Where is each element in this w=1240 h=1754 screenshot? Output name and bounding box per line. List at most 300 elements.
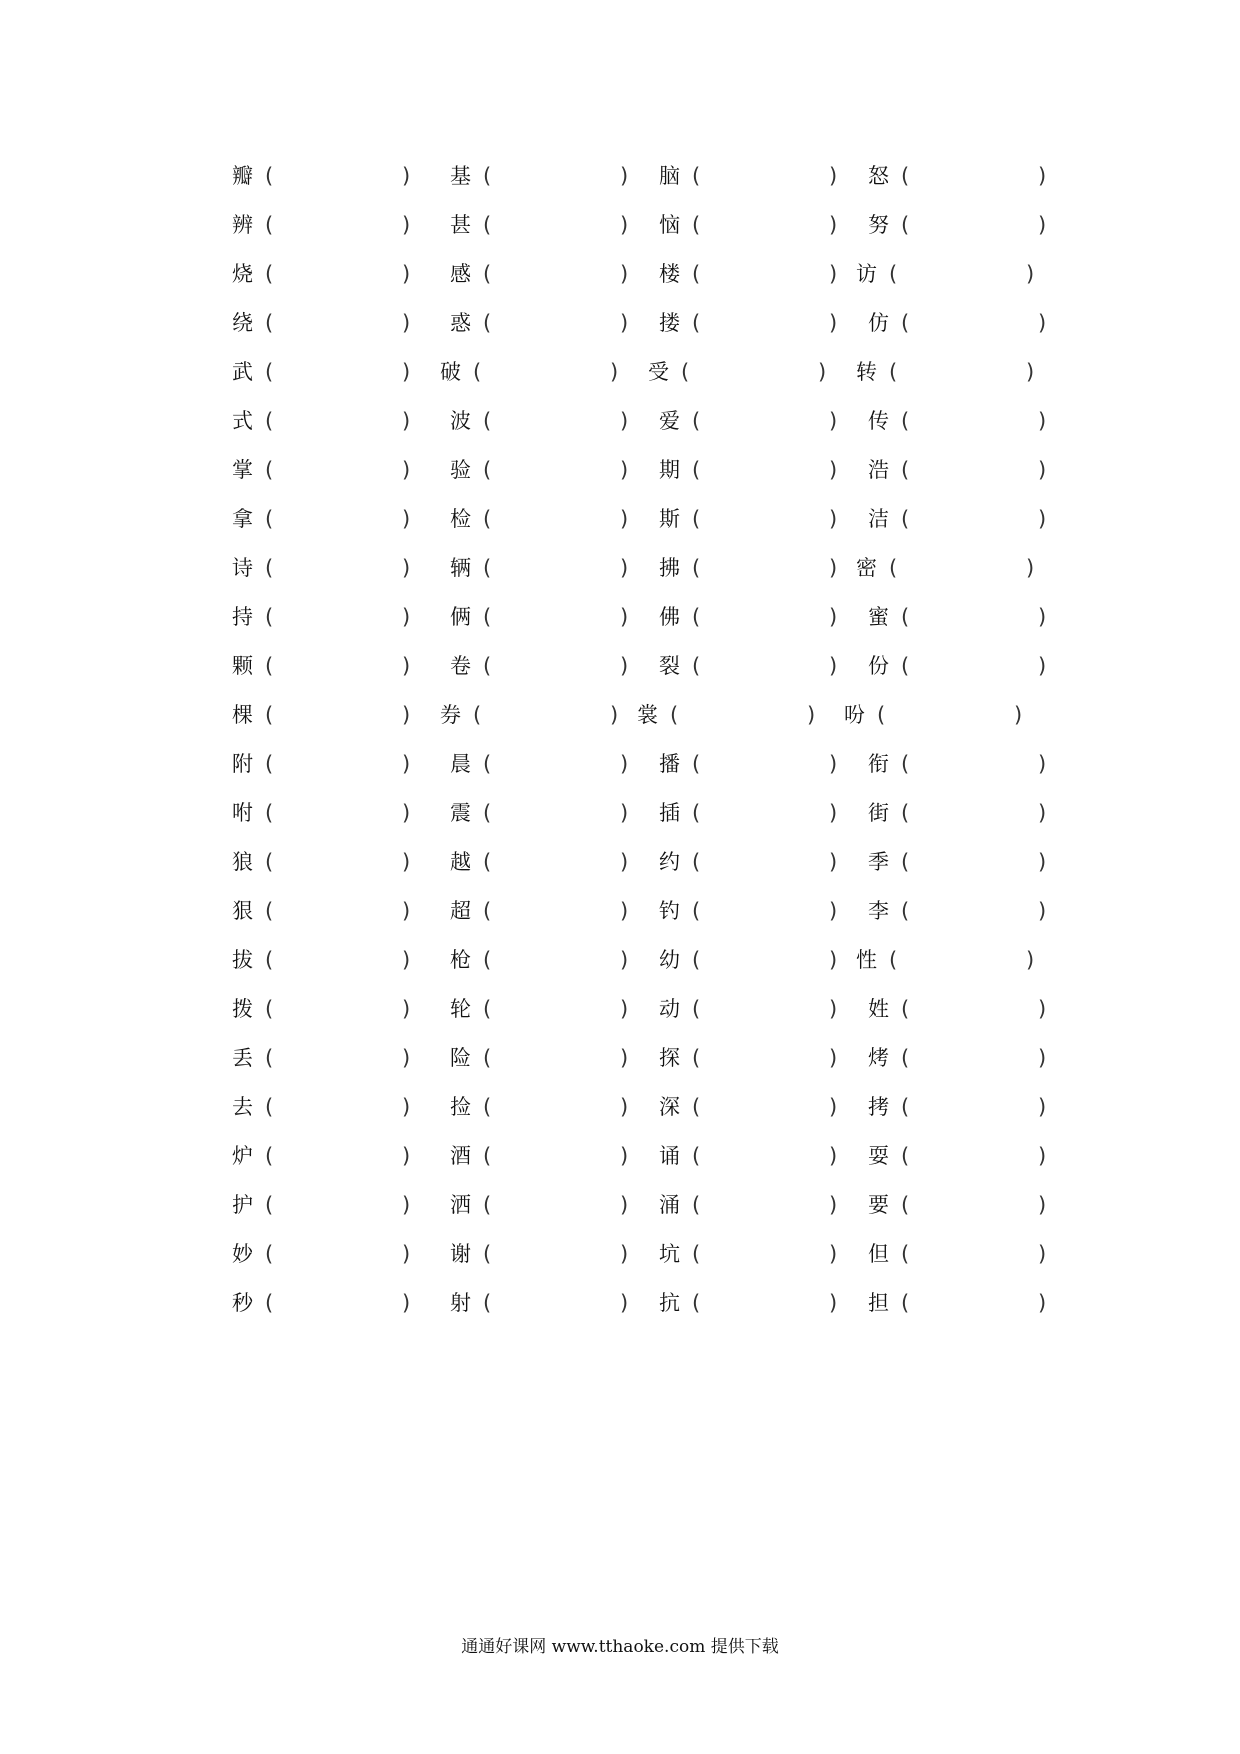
answer-blank-open-paren: ( bbox=[901, 801, 910, 825]
answer-blank-open-paren: ( bbox=[265, 507, 274, 531]
target-character: 浩 bbox=[868, 458, 889, 482]
answer-blank-close-paren: ) bbox=[829, 164, 838, 188]
answer-blank-close-paren: ) bbox=[620, 1144, 629, 1168]
answer-blank-open-paren: ( bbox=[483, 311, 492, 335]
exercise-item bbox=[868, 499, 1068, 539]
answer-blank-close-paren: ) bbox=[620, 213, 629, 237]
target-character: 但 bbox=[868, 1242, 889, 1266]
answer-blank-open-paren: ( bbox=[692, 899, 701, 923]
target-character: 播 bbox=[659, 752, 680, 776]
answer-blank-open-paren: ( bbox=[692, 801, 701, 825]
exercise-item bbox=[232, 744, 432, 784]
answer-blank-close-paren: ) bbox=[402, 703, 411, 727]
answer-blank-open-paren: ( bbox=[483, 948, 492, 972]
exercise-item bbox=[450, 989, 650, 1029]
exercise-item bbox=[450, 891, 650, 931]
target-character: 掌 bbox=[232, 458, 253, 482]
target-character: 诗 bbox=[232, 556, 253, 580]
exercise-item bbox=[232, 1087, 432, 1127]
target-character: 密 bbox=[856, 556, 877, 580]
answer-blank-open-paren: ( bbox=[473, 360, 482, 384]
target-character: 诵 bbox=[659, 1144, 680, 1168]
answer-blank-close-paren: ) bbox=[402, 899, 411, 923]
answer-blank-close-paren: ) bbox=[620, 458, 629, 482]
answer-blank-close-paren: ) bbox=[402, 605, 411, 629]
answer-blank-open-paren: ( bbox=[473, 703, 482, 727]
answer-blank-close-paren: ) bbox=[829, 605, 838, 629]
target-character: 抗 bbox=[659, 1291, 680, 1315]
answer-blank-open-paren: ( bbox=[483, 556, 492, 580]
target-character: 楼 bbox=[659, 262, 680, 286]
exercise-item bbox=[232, 352, 432, 392]
target-character: 卷 bbox=[450, 654, 471, 678]
exercise-item bbox=[440, 352, 640, 392]
answer-blank-open-paren: ( bbox=[692, 654, 701, 678]
answer-blank-open-paren: ( bbox=[901, 458, 910, 482]
target-character: 转 bbox=[856, 360, 877, 384]
answer-blank-open-paren: ( bbox=[681, 360, 690, 384]
answer-blank-open-paren: ( bbox=[265, 997, 274, 1021]
exercise-row bbox=[232, 450, 1052, 499]
exercise-item bbox=[232, 1136, 432, 1176]
answer-blank-close-paren: ) bbox=[620, 997, 629, 1021]
exercise-item bbox=[648, 352, 848, 392]
answer-blank-close-paren: ) bbox=[829, 409, 838, 433]
target-character: 俩 bbox=[450, 605, 471, 629]
target-character: 拂 bbox=[659, 556, 680, 580]
answer-blank-open-paren: ( bbox=[483, 164, 492, 188]
answer-blank-close-paren: ) bbox=[1038, 605, 1047, 629]
answer-blank-close-paren: ) bbox=[829, 948, 838, 972]
answer-blank-open-paren: ( bbox=[483, 752, 492, 776]
exercise-item bbox=[868, 793, 1068, 833]
answer-blank-close-paren: ) bbox=[402, 948, 411, 972]
answer-blank-open-paren: ( bbox=[483, 997, 492, 1021]
target-character: 季 bbox=[868, 850, 889, 874]
answer-blank-close-paren: ) bbox=[829, 262, 838, 286]
exercise-item bbox=[232, 1038, 432, 1078]
exercise-item bbox=[868, 1234, 1068, 1274]
answer-blank-close-paren: ) bbox=[1038, 752, 1047, 776]
answer-blank-open-paren: ( bbox=[265, 1144, 274, 1168]
exercise-item bbox=[844, 695, 1044, 735]
exercise-item bbox=[659, 842, 859, 882]
answer-blank-open-paren: ( bbox=[901, 899, 910, 923]
target-character: 约 bbox=[659, 850, 680, 874]
target-character: 捡 bbox=[450, 1095, 471, 1119]
answer-blank-open-paren: ( bbox=[265, 948, 274, 972]
target-character: 烧 bbox=[232, 262, 253, 286]
exercise-item bbox=[232, 646, 432, 686]
answer-blank-open-paren: ( bbox=[483, 262, 492, 286]
answer-blank-open-paren: ( bbox=[692, 948, 701, 972]
exercise-item bbox=[450, 156, 650, 196]
target-character: 棵 bbox=[232, 703, 253, 727]
exercise-row bbox=[232, 1038, 1052, 1087]
answer-blank-open-paren: ( bbox=[901, 1095, 910, 1119]
answer-blank-open-paren: ( bbox=[265, 458, 274, 482]
exercise-item bbox=[232, 1185, 432, 1225]
answer-blank-open-paren: ( bbox=[483, 213, 492, 237]
answer-blank-close-paren: ) bbox=[402, 850, 411, 874]
answer-blank-close-paren: ) bbox=[1038, 507, 1047, 531]
target-character: 涌 bbox=[659, 1193, 680, 1217]
target-character: 担 bbox=[868, 1291, 889, 1315]
exercise-item bbox=[659, 1234, 859, 1274]
answer-blank-open-paren: ( bbox=[901, 409, 910, 433]
answer-blank-close-paren: ) bbox=[1014, 703, 1023, 727]
exercise-row bbox=[232, 940, 1052, 989]
answer-blank-open-paren: ( bbox=[692, 311, 701, 335]
answer-blank-close-paren: ) bbox=[402, 213, 411, 237]
exercise-item bbox=[659, 499, 859, 539]
answer-blank-close-paren: ) bbox=[829, 752, 838, 776]
answer-blank-open-paren: ( bbox=[901, 1291, 910, 1315]
target-character: 洁 bbox=[868, 507, 889, 531]
target-character: 辨 bbox=[232, 213, 253, 237]
answer-blank-open-paren: ( bbox=[692, 1046, 701, 1070]
exercise-item bbox=[232, 401, 432, 441]
target-character: 拷 bbox=[868, 1095, 889, 1119]
answer-blank-close-paren: ) bbox=[1038, 164, 1047, 188]
target-character: 式 bbox=[232, 409, 253, 433]
answer-blank-open-paren: ( bbox=[483, 1242, 492, 1266]
target-character: 护 bbox=[232, 1193, 253, 1217]
target-character: 狠 bbox=[232, 899, 253, 923]
exercise-item bbox=[868, 891, 1068, 931]
answer-blank-close-paren: ) bbox=[402, 458, 411, 482]
exercise-item bbox=[659, 597, 859, 637]
target-character: 传 bbox=[868, 409, 889, 433]
answer-blank-open-paren: ( bbox=[265, 850, 274, 874]
answer-blank-open-paren: ( bbox=[692, 507, 701, 531]
answer-blank-close-paren: ) bbox=[807, 703, 816, 727]
answer-blank-close-paren: ) bbox=[1038, 654, 1047, 678]
answer-blank-close-paren: ) bbox=[620, 556, 629, 580]
character-exercise-grid bbox=[232, 156, 1052, 1332]
exercise-item bbox=[659, 744, 859, 784]
exercise-row bbox=[232, 548, 1052, 597]
answer-blank-open-paren: ( bbox=[265, 409, 274, 433]
answer-blank-close-paren: ) bbox=[829, 213, 838, 237]
answer-blank-open-paren: ( bbox=[483, 458, 492, 482]
exercise-item bbox=[868, 842, 1068, 882]
target-character: 基 bbox=[450, 164, 471, 188]
answer-blank-open-paren: ( bbox=[483, 1291, 492, 1315]
answer-blank-close-paren: ) bbox=[829, 850, 838, 874]
exercise-row bbox=[232, 352, 1052, 401]
target-character: 拨 bbox=[232, 997, 253, 1021]
answer-blank-open-paren: ( bbox=[265, 213, 274, 237]
target-character: 险 bbox=[450, 1046, 471, 1070]
answer-blank-open-paren: ( bbox=[483, 1046, 492, 1070]
answer-blank-open-paren: ( bbox=[901, 1193, 910, 1217]
target-character: 怒 bbox=[868, 164, 889, 188]
exercise-item bbox=[450, 842, 650, 882]
answer-blank-close-paren: ) bbox=[1038, 850, 1047, 874]
answer-blank-close-paren: ) bbox=[829, 1144, 838, 1168]
answer-blank-open-paren: ( bbox=[483, 1095, 492, 1119]
answer-blank-close-paren: ) bbox=[402, 507, 411, 531]
answer-blank-open-paren: ( bbox=[901, 1242, 910, 1266]
answer-blank-close-paren: ) bbox=[829, 311, 838, 335]
exercise-item bbox=[440, 695, 640, 735]
exercise-item bbox=[868, 1185, 1068, 1225]
answer-blank-open-paren: ( bbox=[483, 899, 492, 923]
target-character: 脑 bbox=[659, 164, 680, 188]
exercise-item bbox=[450, 303, 650, 343]
answer-blank-close-paren: ) bbox=[1038, 801, 1047, 825]
target-character: 李 bbox=[868, 899, 889, 923]
answer-blank-close-paren: ) bbox=[1038, 458, 1047, 482]
target-character: 券 bbox=[440, 703, 461, 727]
answer-blank-close-paren: ) bbox=[620, 1046, 629, 1070]
exercise-item bbox=[232, 842, 432, 882]
target-character: 颗 bbox=[232, 654, 253, 678]
answer-blank-close-paren: ) bbox=[402, 164, 411, 188]
exercise-row bbox=[232, 254, 1052, 303]
exercise-item bbox=[450, 1283, 650, 1323]
answer-blank-close-paren: ) bbox=[402, 1193, 411, 1217]
answer-blank-close-paren: ) bbox=[620, 507, 629, 531]
footer-credit: 通通好课网 www.tthaoke.com 提供下载 bbox=[461, 1637, 779, 1657]
answer-blank-close-paren: ) bbox=[829, 1193, 838, 1217]
exercise-item bbox=[232, 1234, 432, 1274]
answer-blank-close-paren: ) bbox=[1038, 213, 1047, 237]
exercise-item bbox=[868, 303, 1068, 343]
answer-blank-open-paren: ( bbox=[901, 507, 910, 531]
exercise-item bbox=[659, 1283, 859, 1323]
target-character: 惑 bbox=[450, 311, 471, 335]
exercise-row bbox=[232, 646, 1052, 695]
answer-blank-close-paren: ) bbox=[829, 507, 838, 531]
answer-blank-close-paren: ) bbox=[1038, 1046, 1047, 1070]
exercise-row bbox=[232, 597, 1052, 646]
answer-blank-close-paren: ) bbox=[1038, 899, 1047, 923]
answer-blank-close-paren: ) bbox=[620, 948, 629, 972]
answer-blank-close-paren: ) bbox=[829, 556, 838, 580]
exercise-item bbox=[659, 646, 859, 686]
exercise-item bbox=[868, 450, 1068, 490]
answer-blank-open-paren: ( bbox=[901, 213, 910, 237]
target-character: 谢 bbox=[450, 1242, 471, 1266]
exercise-row bbox=[232, 1283, 1052, 1332]
answer-blank-open-paren: ( bbox=[901, 1144, 910, 1168]
exercise-row bbox=[232, 1234, 1052, 1283]
answer-blank-close-paren: ) bbox=[620, 1242, 629, 1266]
exercise-item bbox=[659, 989, 859, 1029]
target-character: 佛 bbox=[659, 605, 680, 629]
target-character: 验 bbox=[450, 458, 471, 482]
answer-blank-close-paren: ) bbox=[620, 1291, 629, 1315]
answer-blank-open-paren: ( bbox=[901, 164, 910, 188]
answer-blank-open-paren: ( bbox=[901, 997, 910, 1021]
exercise-item bbox=[868, 744, 1068, 784]
target-character: 炉 bbox=[232, 1144, 253, 1168]
target-character: 蜜 bbox=[868, 605, 889, 629]
answer-blank-open-paren: ( bbox=[483, 1144, 492, 1168]
exercise-row bbox=[232, 793, 1052, 842]
exercise-item bbox=[232, 891, 432, 931]
answer-blank-close-paren: ) bbox=[402, 1242, 411, 1266]
answer-blank-open-paren: ( bbox=[265, 605, 274, 629]
answer-blank-close-paren: ) bbox=[620, 605, 629, 629]
exercise-item bbox=[868, 1136, 1068, 1176]
answer-blank-open-paren: ( bbox=[692, 1193, 701, 1217]
exercise-item bbox=[450, 450, 650, 490]
exercise-item bbox=[856, 352, 1056, 392]
answer-blank-open-paren: ( bbox=[692, 164, 701, 188]
target-character: 越 bbox=[450, 850, 471, 874]
exercise-item bbox=[232, 205, 432, 245]
answer-blank-close-paren: ) bbox=[818, 360, 827, 384]
answer-blank-close-paren: ) bbox=[402, 1095, 411, 1119]
answer-blank-close-paren: ) bbox=[620, 311, 629, 335]
exercise-item bbox=[450, 940, 650, 980]
target-character: 恼 bbox=[659, 213, 680, 237]
answer-blank-open-paren: ( bbox=[877, 703, 886, 727]
exercise-item bbox=[450, 597, 650, 637]
answer-blank-close-paren: ) bbox=[1038, 1242, 1047, 1266]
target-character: 绕 bbox=[232, 311, 253, 335]
target-character: 吩 bbox=[844, 703, 865, 727]
target-character: 去 bbox=[232, 1095, 253, 1119]
target-character: 姓 bbox=[868, 997, 889, 1021]
exercise-row bbox=[232, 156, 1052, 205]
answer-blank-close-paren: ) bbox=[402, 1144, 411, 1168]
answer-blank-open-paren: ( bbox=[265, 1242, 274, 1266]
target-character: 爱 bbox=[659, 409, 680, 433]
answer-blank-open-paren: ( bbox=[692, 409, 701, 433]
answer-blank-open-paren: ( bbox=[901, 850, 910, 874]
answer-blank-close-paren: ) bbox=[829, 801, 838, 825]
exercise-item bbox=[232, 156, 432, 196]
answer-blank-open-paren: ( bbox=[265, 801, 274, 825]
exercise-row bbox=[232, 842, 1052, 891]
answer-blank-close-paren: ) bbox=[1038, 1291, 1047, 1315]
target-character: 裂 bbox=[659, 654, 680, 678]
answer-blank-open-paren: ( bbox=[265, 164, 274, 188]
answer-blank-open-paren: ( bbox=[692, 1095, 701, 1119]
answer-blank-close-paren: ) bbox=[829, 1046, 838, 1070]
answer-blank-open-paren: ( bbox=[483, 654, 492, 678]
exercise-item bbox=[868, 156, 1068, 196]
answer-blank-close-paren: ) bbox=[829, 458, 838, 482]
answer-blank-close-paren: ) bbox=[1038, 1144, 1047, 1168]
exercise-item bbox=[659, 303, 859, 343]
answer-blank-close-paren: ) bbox=[402, 360, 411, 384]
answer-blank-open-paren: ( bbox=[692, 752, 701, 776]
answer-blank-close-paren: ) bbox=[402, 556, 411, 580]
answer-blank-open-paren: ( bbox=[265, 1046, 274, 1070]
target-character: 酒 bbox=[450, 1144, 471, 1168]
target-character: 感 bbox=[450, 262, 471, 286]
answer-blank-close-paren: ) bbox=[829, 997, 838, 1021]
answer-blank-close-paren: ) bbox=[402, 409, 411, 433]
target-character: 裳 bbox=[637, 703, 658, 727]
target-character: 拔 bbox=[232, 948, 253, 972]
exercise-item bbox=[659, 891, 859, 931]
answer-blank-open-paren: ( bbox=[692, 850, 701, 874]
answer-blank-open-paren: ( bbox=[265, 1291, 274, 1315]
answer-blank-close-paren: ) bbox=[829, 899, 838, 923]
target-character: 动 bbox=[659, 997, 680, 1021]
answer-blank-open-paren: ( bbox=[265, 752, 274, 776]
exercise-row bbox=[232, 695, 1052, 744]
answer-blank-close-paren: ) bbox=[1038, 997, 1047, 1021]
exercise-item bbox=[232, 548, 432, 588]
target-character: 瓣 bbox=[232, 164, 253, 188]
answer-blank-close-paren: ) bbox=[610, 703, 619, 727]
exercise-item bbox=[659, 793, 859, 833]
answer-blank-close-paren: ) bbox=[402, 311, 411, 335]
exercise-item bbox=[868, 646, 1068, 686]
answer-blank-open-paren: ( bbox=[483, 507, 492, 531]
target-character: 妙 bbox=[232, 1242, 253, 1266]
target-character: 洒 bbox=[450, 1193, 471, 1217]
target-character: 甚 bbox=[450, 213, 471, 237]
target-character: 耍 bbox=[868, 1144, 889, 1168]
answer-blank-close-paren: ) bbox=[402, 801, 411, 825]
target-character: 探 bbox=[659, 1046, 680, 1070]
answer-blank-open-paren: ( bbox=[889, 262, 898, 286]
answer-blank-close-paren: ) bbox=[1038, 1193, 1047, 1217]
target-character: 期 bbox=[659, 458, 680, 482]
answer-blank-close-paren: ) bbox=[402, 654, 411, 678]
exercise-item bbox=[856, 940, 1056, 980]
exercise-item bbox=[659, 1038, 859, 1078]
exercise-item bbox=[232, 597, 432, 637]
exercise-row bbox=[232, 303, 1052, 352]
exercise-item bbox=[232, 303, 432, 343]
answer-blank-open-paren: ( bbox=[483, 801, 492, 825]
exercise-item bbox=[868, 1038, 1068, 1078]
answer-blank-close-paren: ) bbox=[620, 899, 629, 923]
exercise-item bbox=[659, 1185, 859, 1225]
answer-blank-open-paren: ( bbox=[901, 311, 910, 335]
answer-blank-close-paren: ) bbox=[1026, 360, 1035, 384]
target-character: 斯 bbox=[659, 507, 680, 531]
answer-blank-open-paren: ( bbox=[889, 360, 898, 384]
exercise-item bbox=[450, 1185, 650, 1225]
exercise-item bbox=[868, 401, 1068, 441]
answer-blank-open-paren: ( bbox=[265, 899, 274, 923]
answer-blank-close-paren: ) bbox=[620, 262, 629, 286]
exercise-item bbox=[450, 401, 650, 441]
exercise-item bbox=[450, 744, 650, 784]
exercise-row bbox=[232, 499, 1052, 548]
answer-blank-open-paren: ( bbox=[889, 556, 898, 580]
exercise-item bbox=[659, 401, 859, 441]
target-character: 份 bbox=[868, 654, 889, 678]
target-character: 波 bbox=[450, 409, 471, 433]
target-character: 晨 bbox=[450, 752, 471, 776]
exercise-item bbox=[232, 450, 432, 490]
exercise-item bbox=[868, 989, 1068, 1029]
target-character: 钓 bbox=[659, 899, 680, 923]
answer-blank-close-paren: ) bbox=[620, 409, 629, 433]
exercise-item bbox=[659, 548, 859, 588]
answer-blank-open-paren: ( bbox=[265, 360, 274, 384]
answer-blank-close-paren: ) bbox=[829, 1242, 838, 1266]
target-character: 插 bbox=[659, 801, 680, 825]
answer-blank-close-paren: ) bbox=[620, 1095, 629, 1119]
exercise-item bbox=[868, 1087, 1068, 1127]
answer-blank-close-paren: ) bbox=[620, 850, 629, 874]
target-character: 访 bbox=[856, 262, 877, 286]
exercise-item bbox=[450, 254, 650, 294]
target-character: 衔 bbox=[868, 752, 889, 776]
